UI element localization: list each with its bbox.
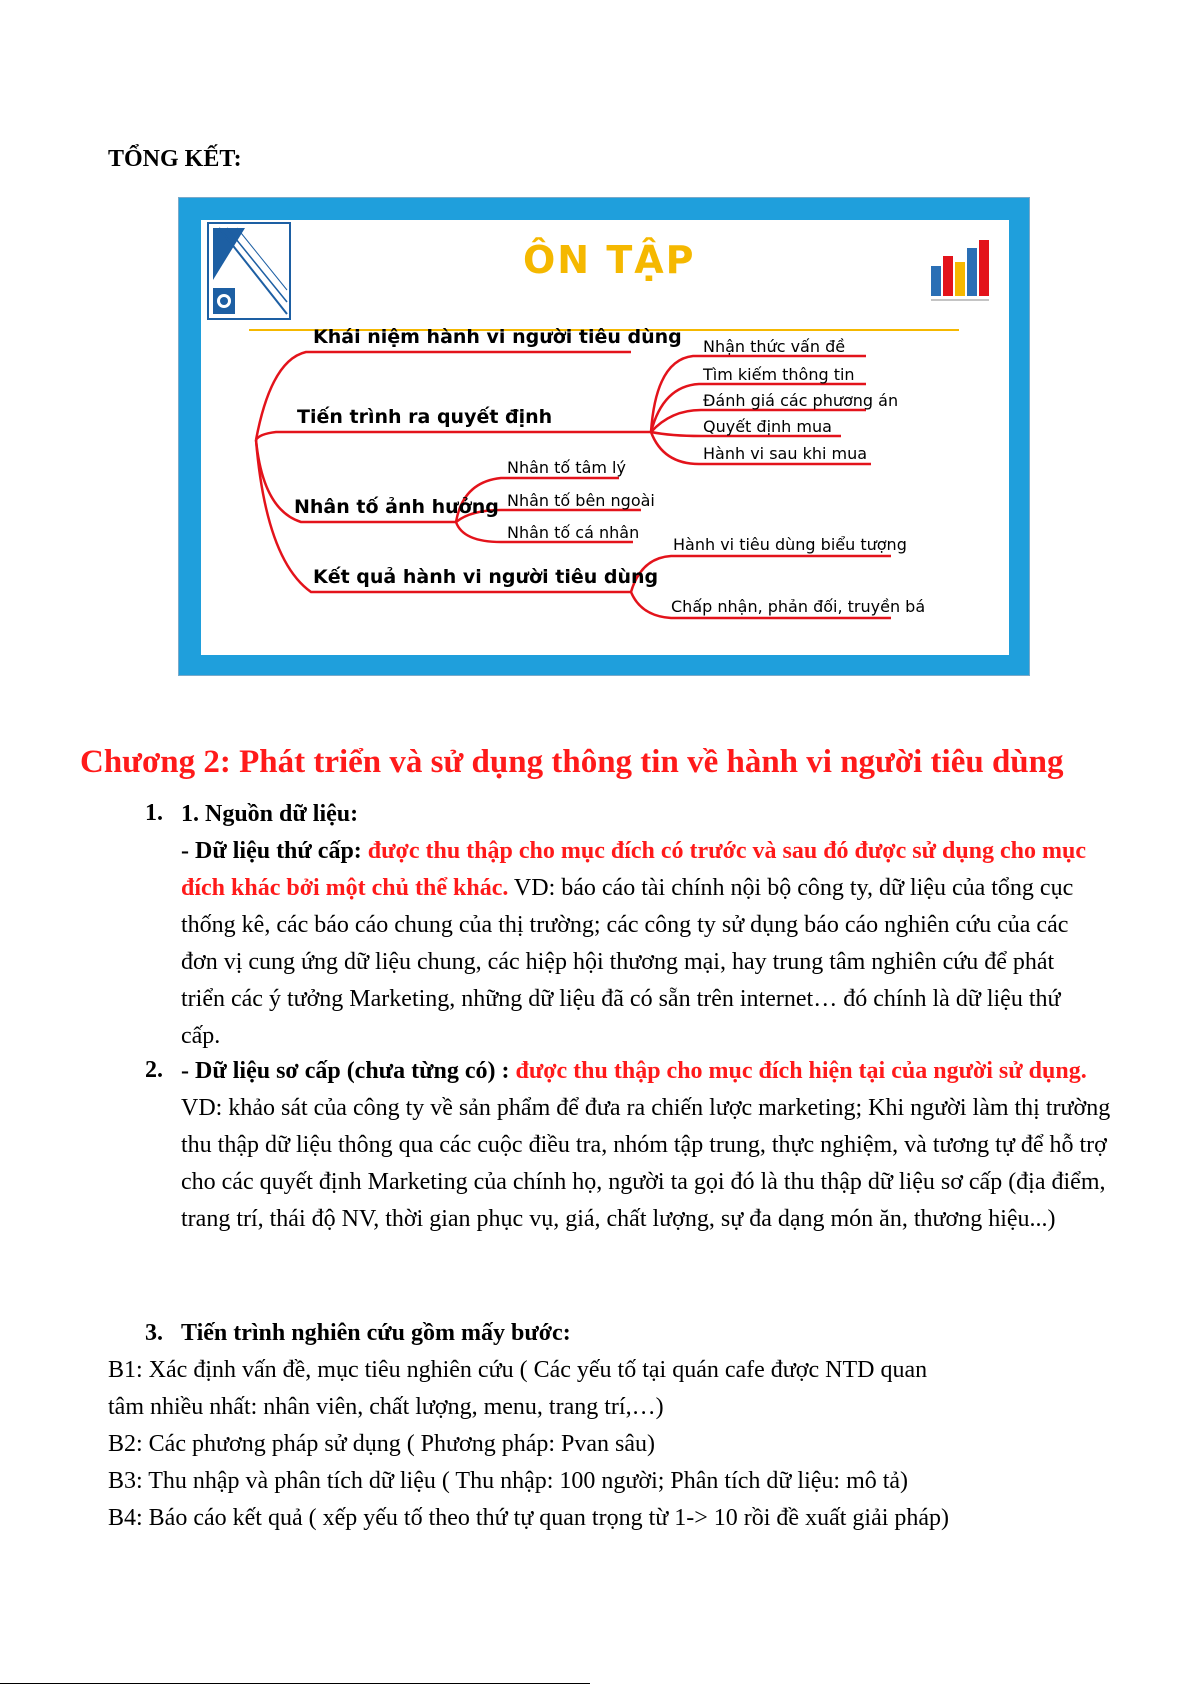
factor-item: Nhân tố bên ngoài [507, 491, 655, 510]
factor-item: Nhân tố tâm lý [507, 458, 626, 477]
branch-consumer-results: Kết quả hành vi người tiêu dùng [313, 566, 659, 588]
secondary-data-definition: được thu thập cho mục đích có trước và sau đó được sử dụng cho mục đích khác bởi một chủ thể khác. [181, 838, 1087, 901]
step-item: Hành vi sau khi mua [703, 444, 868, 463]
branch-line-process [256, 432, 651, 440]
list-number-3: 3. [145, 1320, 163, 1346]
secondary-data-example: VD: báo cáo tài chính nội bộ công ty, dữ liệu của tổng cục thống kê, các báo cáo chung của thị trường; các công ty sử dụng báo cáo nghiên cứu của các đơn vị cung ứng dữ liệu chung, các hiệp hội thương mại, hay trung tâm nghiên cứu để phát triển các ý tưởng Marketing, những dữ liệu đã có sẵn trên internet… đó chính là dữ liệu thứ cấp. [181, 875, 1074, 1049]
research-process-heading: Tiến trình nghiên cứu gồm mấy bước: [181, 1320, 571, 1346]
step-item: Quyết định mua [703, 417, 832, 436]
branch-influencing-factors: Nhân tố ảnh hưởng [294, 496, 499, 518]
primary-data-paragraph [181, 1053, 1111, 1238]
step-b1-line1: B1: Xác định vấn đề, mục tiêu nghiên cứu ( Các yếu tố tại quán cafe được NTD quan [108, 1357, 928, 1383]
secondary-data-label: - Dữ liệu thứ cấp: [181, 838, 362, 864]
primary-data-definition: được thu thập cho mục đích hiện tại của người sử dụng. [515, 1058, 1087, 1084]
mindmap-lines [201, 220, 1009, 655]
branch-concept: Khái niệm hành vi người tiêu dùng [313, 326, 682, 348]
list-number-2: 2. [145, 1057, 163, 1083]
step-b2: B2: Các phương pháp sử dụng ( Phương pháp: Pvan sâu) [108, 1431, 656, 1457]
list-number-1: 1. [145, 800, 163, 826]
summary-heading: TỔNG KẾT: [108, 146, 242, 172]
primary-data-label: - Dữ liệu sơ cấp (chưa từng có) : [181, 1058, 510, 1084]
branch-decision-process: Tiến trình ra quyết định [297, 406, 553, 428]
step-item: Tìm kiếm thông tin [703, 365, 855, 384]
data-source-heading: 1. Nguồn dữ liệu: [181, 801, 359, 827]
step-b4: B4: Báo cáo kết quả ( xếp yếu tố theo thứ tự quan trọng từ 1-> 10 rồi đề xuất giải pháp) [108, 1505, 950, 1531]
factor-item: Nhân tố cá nhân [507, 523, 640, 542]
step-item: Đánh giá các phương án [703, 391, 899, 410]
slide-title: ÔN TẬP [523, 238, 696, 282]
step-b1-line2: tâm nhiều nhất: nhân viên, chất lượng, menu, trang trí,…) [108, 1394, 664, 1420]
step-b3: B3: Thu nhập và phân tích dữ liệu ( Thu nhập: 100 người; Phân tích dữ liệu: mô tả) [108, 1468, 909, 1494]
result-item: Hành vi tiêu dùng biểu tượng [673, 535, 907, 554]
result-item: Chấp nhận, phản đối, truyền bá [671, 597, 926, 616]
slide-canvas [201, 220, 1009, 655]
page-bottom-rule [0, 1683, 590, 1684]
item1-heading [181, 796, 1111, 833]
secondary-data-paragraph [181, 833, 1091, 1055]
step-item: Nhận thức vấn đề [703, 337, 846, 356]
review-slide [178, 197, 1030, 676]
primary-data-example: VD: khảo sát của công ty về sản phẩm để đưa ra chiến lược marketing; Khi người làm thị trường thu thập dữ liệu thông qua các cuộc điều tra, nhóm tập trung, thực nghiệm, và tương tự để hỗ trợ cho các quyết định Marketing của chính họ, người ta gọi đó là thu thập dữ liệu sơ cấp (địa điểm, trang trí, thái độ NV, thời gian phục vụ, giá, chất lượng, sự đa dạng món ăn, thương hiệu...) [181, 1095, 1111, 1232]
chapter-title: Chương 2: Phát triển và sử dụng thông tin về hành vi người tiêu dùng [80, 744, 1064, 780]
result-line-1 [631, 556, 891, 592]
